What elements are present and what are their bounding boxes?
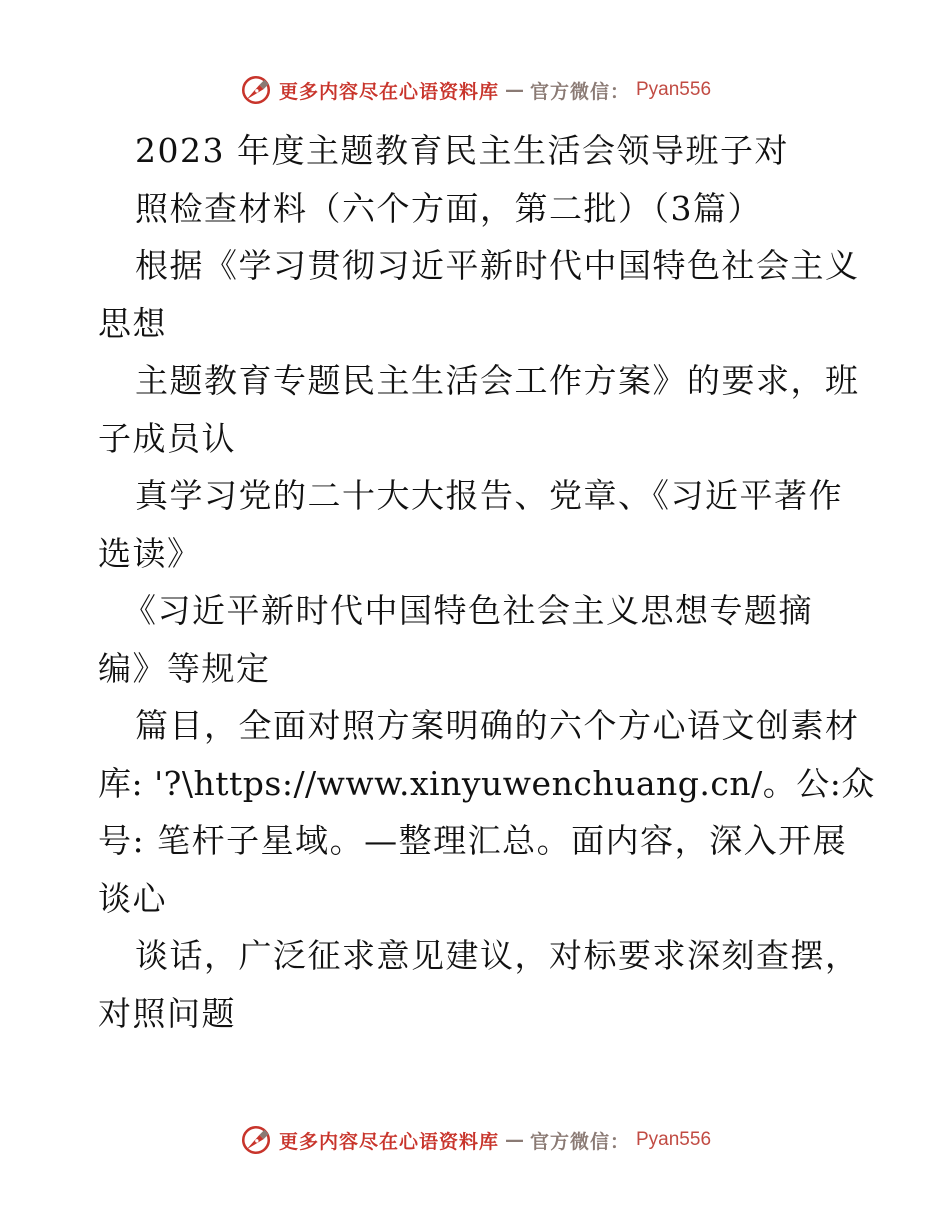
watermark-contact-label: 官方微信： (529, 80, 630, 103)
pen-nib-logo-icon (239, 73, 273, 107)
paragraph-line: 《习近平新时代中国特色社会主义思想专题摘 (123, 591, 813, 630)
pen-nib-logo-icon (239, 1123, 273, 1157)
paragraph-line: 根据《学习贯彻习近平新时代中国特色社会主义 (135, 246, 860, 285)
watermark-contact-id: Pyan556 (636, 79, 712, 100)
title-line-2: 照检查材料（六个方面，第二批）（3篇） (135, 188, 762, 228)
paragraph-line: 选读》 (98, 533, 202, 573)
watermark-separator: — (504, 1129, 524, 1151)
paragraph-line: 子成员认 (98, 418, 236, 458)
paragraph-line: 谈话，广泛征求意见建议，对标要求深刻查摆， (135, 936, 860, 975)
paragraph-line: 库: '?\https://www.xinyuwenchuang.cn/。公:众 (98, 763, 875, 803)
paragraph-line: 主题教育专题民主生活会工作方案》的要求，班 (135, 361, 860, 400)
paragraph-line: 真学习党的二十大大报告、党章、《习近平著作 (135, 476, 843, 515)
watermark-brand: 更多内容尽在心语资料库 (278, 80, 499, 103)
watermark-contact-id: Pyan556 (636, 1129, 712, 1150)
watermark-separator: — (504, 79, 524, 101)
paragraph-line: 篇目，全面对照方案明确的六个方心语文创素材 (135, 706, 860, 745)
watermark-brand: 更多内容尽在心语资料库 (278, 1130, 499, 1153)
paragraph-line: 对照问题 (98, 993, 236, 1033)
footer-watermark (0, 1120, 950, 1160)
paragraph-line: 思想 (98, 303, 167, 343)
paragraph-line: 号: 笔杆子星域。—整理汇总。面内容，深入开展 (98, 821, 848, 860)
paragraph-line: 谈心 (98, 878, 167, 918)
paragraph-line: 编》等规定 (98, 648, 271, 688)
header-watermark (0, 70, 950, 110)
watermark-contact-label: 官方微信： (529, 1130, 630, 1153)
document-body (98, 122, 875, 1042)
title-line-1: 2023 年度主题教育民主生活会领导班子对 (135, 131, 789, 170)
